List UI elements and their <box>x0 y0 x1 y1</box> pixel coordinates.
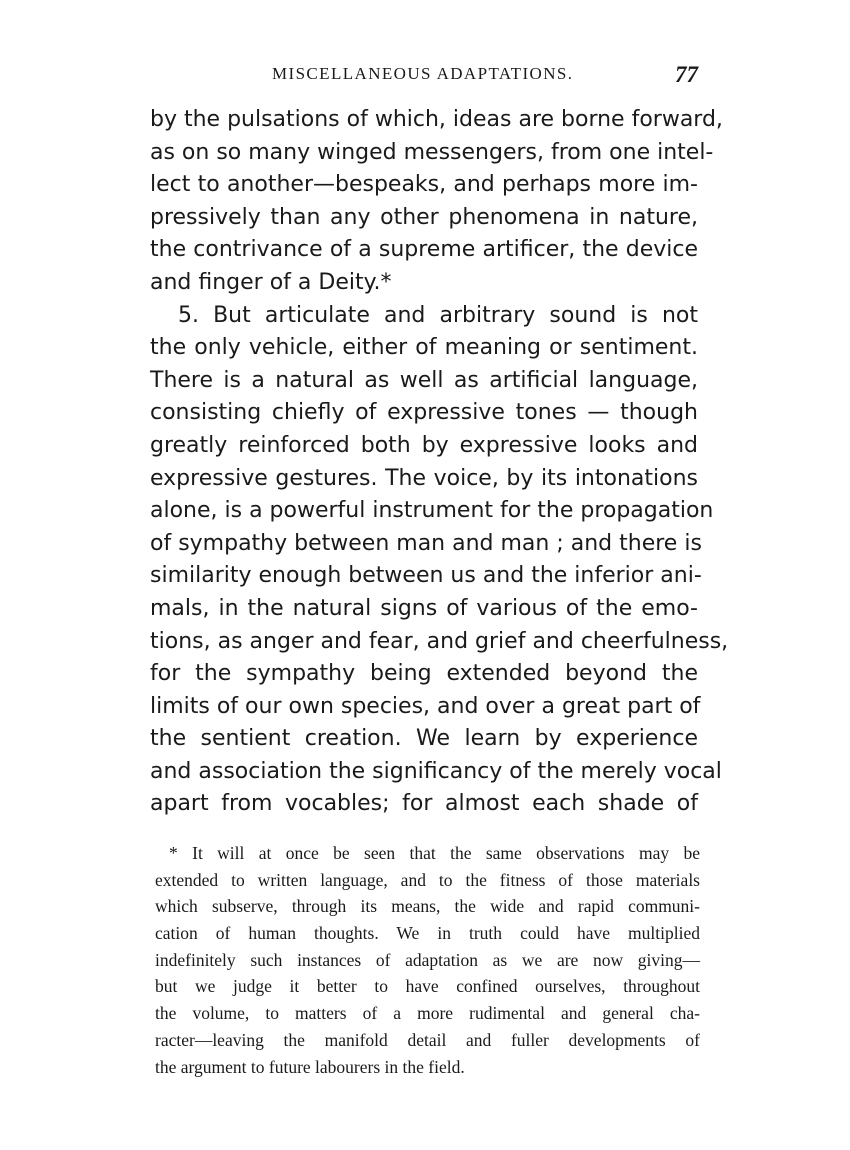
body-line: pressively than any other phenomena in nature, <box>150 204 698 230</box>
body-line: expressive gestures. The voice, by its intonations <box>150 465 698 491</box>
body-line: the contrivance of a supreme artificer, the device <box>150 237 698 263</box>
body-line: limits of our own species, and over a great part of <box>150 693 701 719</box>
footnote-line: the argument to future labourers in the field. <box>155 1056 465 1077</box>
footnote-line: cation of human thoughts. We in truth could have multiplied <box>155 923 700 944</box>
body-line: similarity enough between us and the inferior ani- <box>150 563 702 589</box>
footnote-line: indefinitely such instances of adaptation as we are now giving— <box>155 949 700 970</box>
body-line: of sympathy between man and man ; and there is <box>150 530 702 556</box>
footnote-line: * It will at once be seen that the same observations may be <box>169 843 700 863</box>
body-text <box>150 104 729 821</box>
body-line: consisting chiefly of expressive tones — though <box>150 400 698 426</box>
body-line: the sentient creation. We learn by experience <box>150 726 698 752</box>
footnote-line: racter—leaving the manifold detail and fuller developments of <box>155 1029 700 1050</box>
running-head: MISCELLANEOUS ADAPTATIONS. <box>272 64 574 83</box>
body-line: There is a natural as well as artificial language, <box>150 367 698 393</box>
body-line: mals, in the natural signs of various of the emo- <box>150 595 698 621</box>
footnote <box>155 840 700 1080</box>
body-line: for the sympathy being extended beyond the <box>150 661 698 687</box>
body-line: and association the significancy of the merely vocal <box>150 758 722 784</box>
footnote-line: extended to written language, and to the fitness of those materials <box>155 869 700 890</box>
page-header <box>150 62 698 88</box>
body-line: apart from vocables; for almost each shade of <box>150 791 698 817</box>
footnote-line: but we judge it better to have confined ourselves, throughout <box>155 976 700 997</box>
footnote-line: which subserve, through its means, the wide and rapid communi- <box>155 896 700 917</box>
body-line: by the pulsations of which, ideas are borne forward, <box>150 107 723 132</box>
body-line: as on so many winged messengers, from one intel- <box>150 139 714 165</box>
page-number: 77 <box>675 62 698 87</box>
paragraph-start-line: 5. But articulate and arbitrary sound is not <box>178 302 698 328</box>
body-line: lect to another—bespeaks, and perhaps more im- <box>150 172 698 198</box>
body-line: and finger of a Deity.* <box>150 269 392 295</box>
body-line: greatly reinforced both by expressive looks and <box>150 432 698 458</box>
body-line: alone, is a powerful instrument for the propagation <box>150 498 714 524</box>
body-line: the only vehicle, either of meaning or sentiment. <box>150 335 698 361</box>
body-line: tions, as anger and fear, and grief and cheerfulness, <box>150 628 729 654</box>
footnote-line: the volume, to matters of a more rudimental and general cha- <box>155 1003 700 1024</box>
